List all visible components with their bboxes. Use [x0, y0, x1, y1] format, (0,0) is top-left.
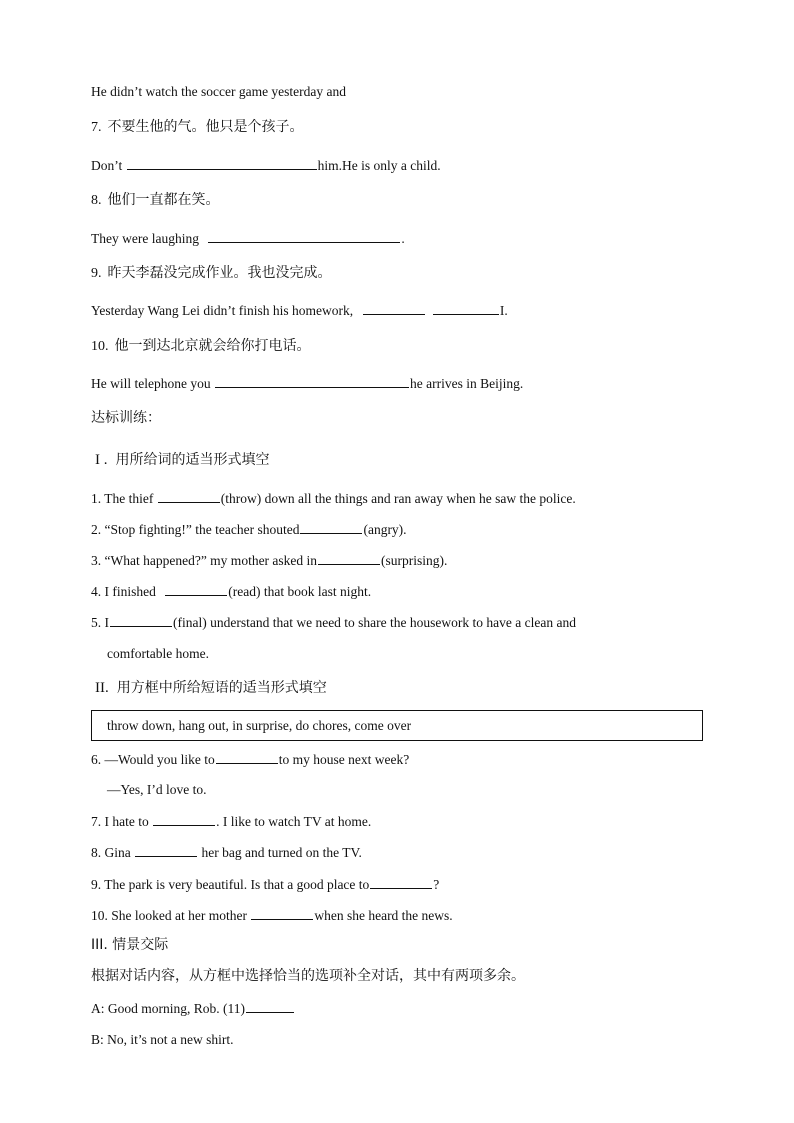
s2-item-10-pre: 10. She looked at her mother — [91, 908, 247, 923]
phrase-box: throw down, hang out, in surprise, do chores, come over — [91, 710, 703, 741]
s1-item-5-blank[interactable] — [110, 613, 172, 627]
s2-item-6-post: to my house next week? — [278, 752, 410, 767]
q10-prompt — [91, 337, 311, 356]
q10-answer-line — [91, 374, 523, 393]
s1-item-5 — [91, 613, 576, 632]
q7-number: 7. — [91, 120, 102, 135]
s2-item-7 — [91, 812, 371, 831]
dialogue-a-line — [91, 999, 295, 1018]
q7-prompt — [91, 118, 304, 137]
s2-item-10 — [91, 906, 453, 925]
s1-item-2-pre: 2. “Stop fighting!” the teacher shouted — [91, 522, 300, 537]
q9-number: 9. — [91, 266, 102, 281]
s2-item-9-blank[interactable] — [370, 875, 432, 889]
q7-blank[interactable] — [127, 156, 317, 170]
q7-answer-line — [91, 156, 441, 175]
section2-title: 用方框中所给短语的适当形式填空 — [116, 680, 327, 696]
s2-item-8-post: her bag and turned on the TV. — [201, 845, 362, 860]
s2-item-9-pre: 9. The park is very beautiful. Is that a good place to — [91, 877, 370, 892]
s2-item-6 — [91, 750, 409, 769]
s1-item-5-pre: 5. I — [91, 615, 109, 630]
section1-heading — [95, 451, 270, 469]
practice-title: 达标训练： — [91, 410, 161, 426]
q10-answer-pre: He will telephone you — [91, 376, 211, 391]
s1-item-1-pre: 1. The thief — [91, 491, 154, 506]
s1-item-4-post: (read) that book last night. — [228, 584, 372, 599]
s1-item-3-post: (surprising). — [381, 553, 448, 568]
section2-heading — [95, 679, 327, 697]
s1-item-5-post: (final) understand that we need to share the housework to have a clean and — [173, 615, 576, 630]
s2-item-10-blank[interactable] — [251, 906, 313, 920]
s1-item-1-blank[interactable] — [158, 489, 220, 503]
s2-item-9-post: ? — [433, 877, 440, 892]
q8-number: 8. — [91, 193, 102, 208]
section3-title: III. 情景交际 — [91, 937, 169, 953]
s1-item-3-pre: 3. “What happened?” my mother asked in — [91, 553, 318, 568]
s1-item-2-blank[interactable] — [300, 520, 362, 534]
q10-chinese: 他一到达北京就会给你打电话。 — [114, 338, 311, 354]
q7-chinese: 不要生他的气。他只是个孩子。 — [107, 119, 304, 135]
s1-item-4-pre: 4. I finished — [91, 584, 156, 599]
dialogue-a-text: A: Good morning, Rob. (11) — [91, 1001, 245, 1016]
s2-item-7-pre: 7. I hate to — [91, 814, 149, 829]
q9-blank-1[interactable] — [363, 301, 425, 315]
q8-answer-post: . — [401, 231, 405, 246]
s2-item-8-blank[interactable] — [135, 843, 197, 857]
q9-prompt — [91, 264, 332, 283]
section3-instruction: 根据对话内容，从方框中选择恰当的选项补全对话，其中有两项多余。 — [91, 968, 525, 984]
q8-answer-pre: They were laughing — [91, 231, 199, 246]
q9-answer-line — [91, 301, 508, 320]
q8-chinese: 他们一直都在笑。 — [107, 192, 220, 208]
section1-title: 用所给词的适当形式填空 — [115, 452, 270, 468]
s1-item-2-post: (angry). — [363, 522, 407, 537]
s2-item-7-post: . I like to watch TV at home. — [216, 814, 372, 829]
q9-chinese: 昨天李磊没完成作业。我也没完成。 — [107, 265, 332, 281]
q10-blank[interactable] — [215, 374, 409, 388]
section2-roman: II. — [95, 680, 109, 696]
q10-number: 10. — [91, 339, 109, 354]
s2-item-10-post: when she heard the news. — [314, 908, 453, 923]
s1-item-2 — [91, 520, 407, 539]
s1-item-4-blank[interactable] — [165, 582, 227, 596]
s1-item-4 — [91, 582, 371, 601]
q8-blank[interactable] — [208, 229, 400, 243]
s1-item-1-post: (throw) down all the things and ran away when he saw the police. — [220, 491, 576, 506]
s2-item-6-blank[interactable] — [216, 750, 278, 764]
q6-answer-text: He didn’t watch the soccer game yesterday and — [91, 84, 347, 99]
q9-answer-pre: Yesterday Wang Lei didn’t finish his homework, — [91, 303, 354, 318]
s1-item-1 — [91, 489, 576, 508]
q8-answer-line — [91, 229, 405, 248]
s2-item-9 — [91, 875, 439, 894]
s2-item-7-blank[interactable] — [153, 812, 215, 826]
s1-item-3 — [91, 551, 447, 570]
s1-item-3-blank[interactable] — [318, 551, 380, 565]
q9-answer-post: I. — [499, 303, 508, 318]
q7-answer-pre: Don’t — [91, 158, 123, 173]
section1-roman: I . — [95, 452, 108, 468]
q8-prompt — [91, 191, 220, 210]
dialogue-11-blank[interactable] — [246, 999, 294, 1013]
q9-blank-2[interactable] — [433, 301, 499, 315]
q6-answer-line — [91, 83, 346, 101]
q7-answer-post: him.He is only a child. — [317, 158, 441, 173]
s2-item-8 — [91, 843, 362, 862]
s2-item-8-pre: 8. Gina — [91, 845, 131, 860]
s1-item-5-cont: comfortable home. — [107, 646, 209, 661]
s2-item-6-pre: 6. —Would you like to — [91, 752, 215, 767]
s2-item-6-cont: —Yes, I’d love to. — [107, 782, 207, 797]
q10-answer-post: he arrives in Beijing. — [409, 376, 524, 391]
dialogue-b-line: B: No, it’s not a new shirt. — [91, 1032, 234, 1047]
